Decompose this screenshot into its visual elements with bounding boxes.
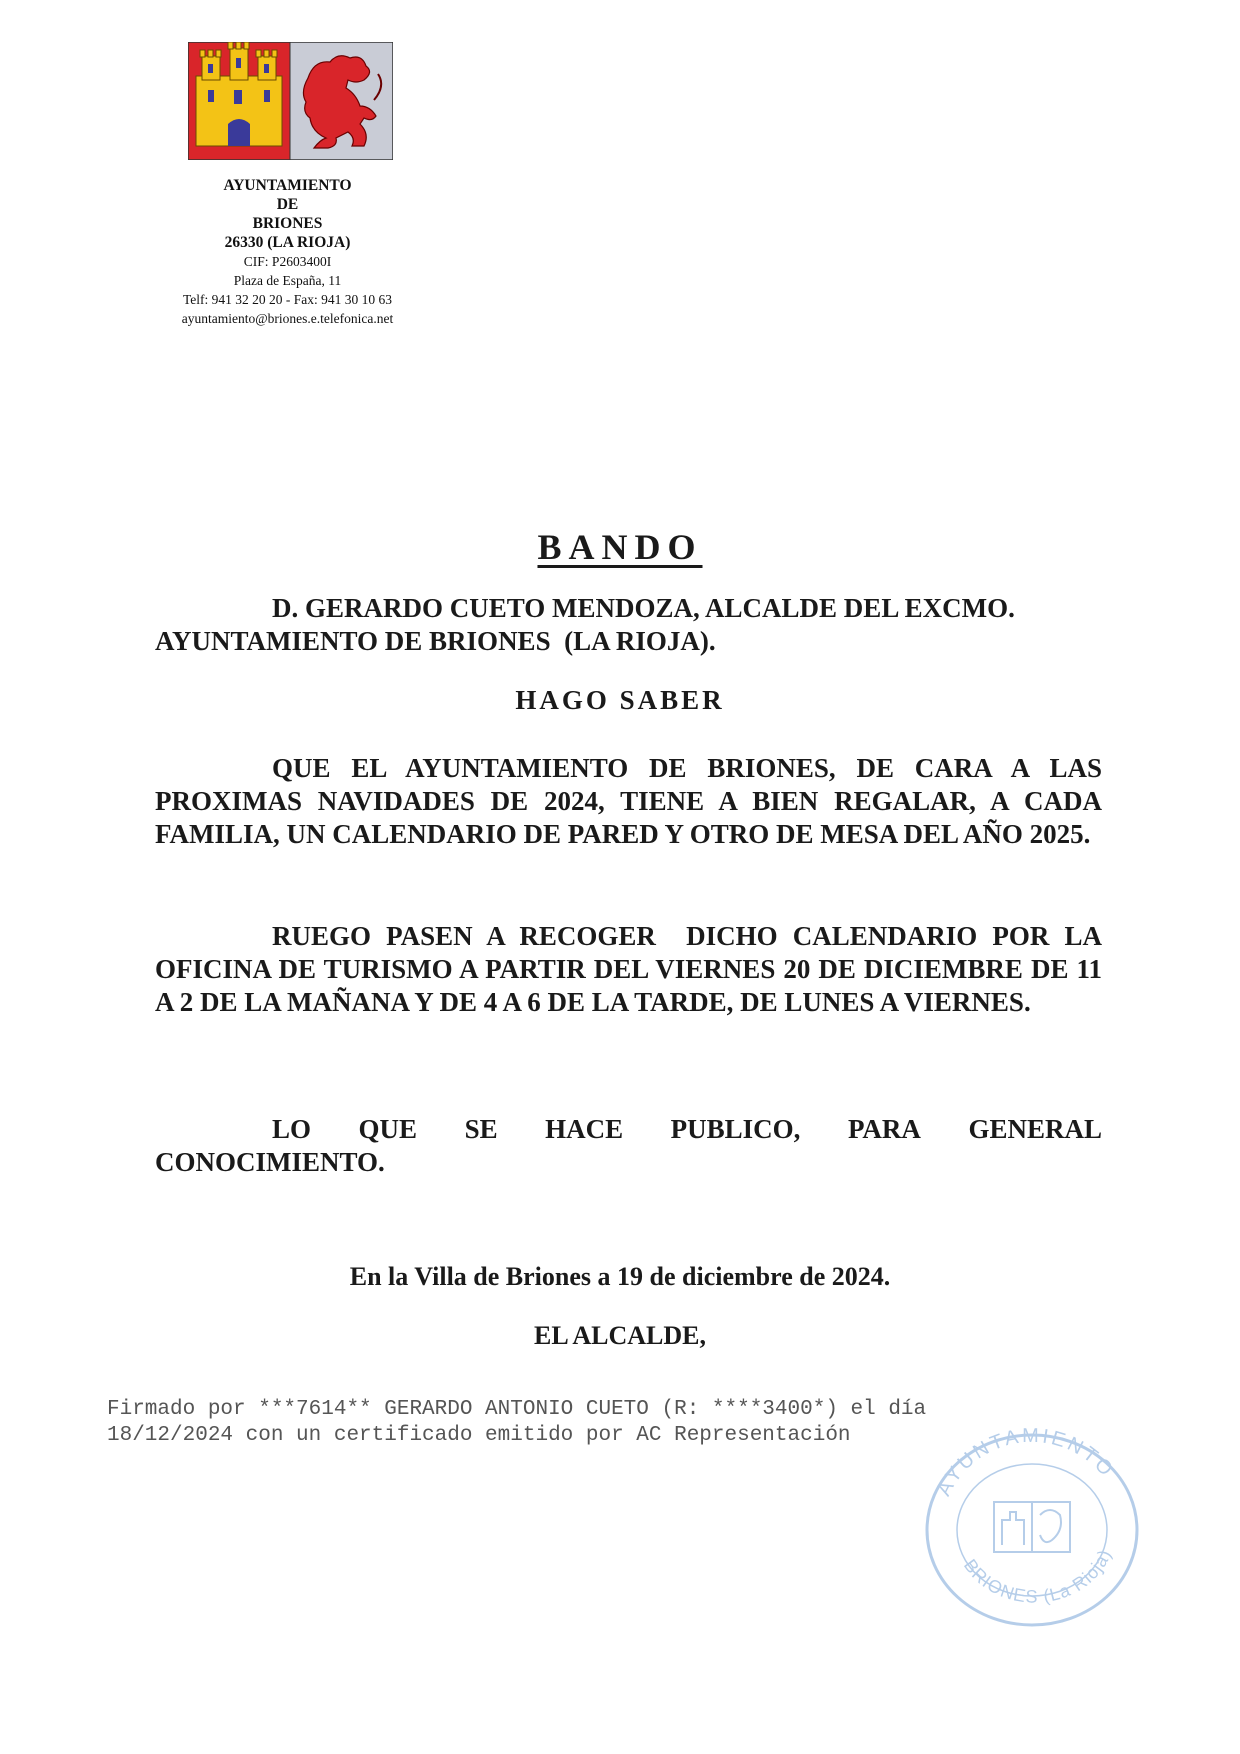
- document-title: BANDO: [537, 527, 703, 567]
- p3-word: PARA: [847, 1114, 921, 1144]
- paragraph-2-text: RUEGO PASEN A RECOGER DICHO CALENDARIO POR LA OFICINA DE TURISMO A PARTIR DEL VIERNES 20 DE DICIEMBRE DE 11 A 2 DE LA MAÑANA Y DE 4 A 6 DE LA TARDE, DE LUNES A VIERNES.: [155, 921, 1109, 1017]
- cif-number: CIF: P2603400I: [243, 254, 332, 269]
- mayor-line-2: AYUNTAMIENTO DE BRIONES (LA RIOJA).: [155, 626, 716, 656]
- paragraph-pickup-info: [155, 920, 1109, 1019]
- paragraph-3-line-1: [155, 1113, 1102, 1146]
- p3-word: GENERAL: [968, 1114, 1102, 1144]
- email: ayuntamiento@briones.e.telefonica.net: [181, 311, 394, 326]
- paragraph-3-line-2: CONOCIMIENTO.: [155, 1147, 385, 1177]
- p3-word: SE: [464, 1114, 498, 1144]
- org-name-line3: BRIONES: [252, 215, 323, 232]
- svg-text:BRIONES (La Rioja): [960, 1546, 1115, 1607]
- paragraph-calendar-gift: [155, 752, 1102, 851]
- signature-line-2: 18/12/2024 con un certificado emitido por AC Representación: [107, 1424, 851, 1447]
- org-name-line1: AYUNTAMIENTO: [223, 177, 352, 194]
- stamp-bottom-text: BRIONES (La Rioja): [959, 1546, 1116, 1607]
- phone-fax: Telf: 941 32 20 20 - Fax: 941 30 10 63: [182, 292, 393, 307]
- org-name-line2: DE: [276, 196, 299, 213]
- paragraph-1-text: QUE EL AYUNTAMIENTO DE BRIONES, DE CARA A LAS PROXIMAS NAVIDADES DE 2024, TIENE A BIEN REGALAR, A CADA FAMILIA, UN CALENDARIO DE PARED Y OTRO DE MESA DEL AÑO 2025.: [155, 753, 1102, 849]
- mayor-heading: [155, 592, 1102, 658]
- coat-of-arms-logo: [188, 42, 393, 160]
- p3-word: QUE: [358, 1114, 418, 1144]
- signoff-title: EL ALCALDE,: [534, 1321, 706, 1350]
- p3-word: LO: [272, 1114, 312, 1144]
- official-stamp-seal: [912, 1420, 1152, 1630]
- date-place-line: En la Villa de Briones a 19 de diciembre de 2024.: [349, 1262, 891, 1291]
- address: Plaza de España, 11: [233, 273, 342, 288]
- p3-word: HACE: [545, 1114, 624, 1144]
- p3-word: PUBLICO,: [670, 1114, 801, 1144]
- municipality-header: [150, 176, 425, 328]
- mayor-line-1: D. GERARDO CUETO MENDOZA, ALCALDE DEL EXCMO.: [272, 593, 1015, 623]
- stamp-top-text: AYUNTAMIENTO: [933, 1424, 1119, 1500]
- paragraph-public-notice: [155, 1113, 1102, 1179]
- hago-saber-heading: HAGO SABER: [515, 685, 725, 715]
- postal-code: 26330 (LA RIOJA): [224, 234, 351, 251]
- signature-line-1: Firmado por ***7614** GERARDO ANTONIO CUETO (R: ****3400*) el día: [107, 1398, 927, 1421]
